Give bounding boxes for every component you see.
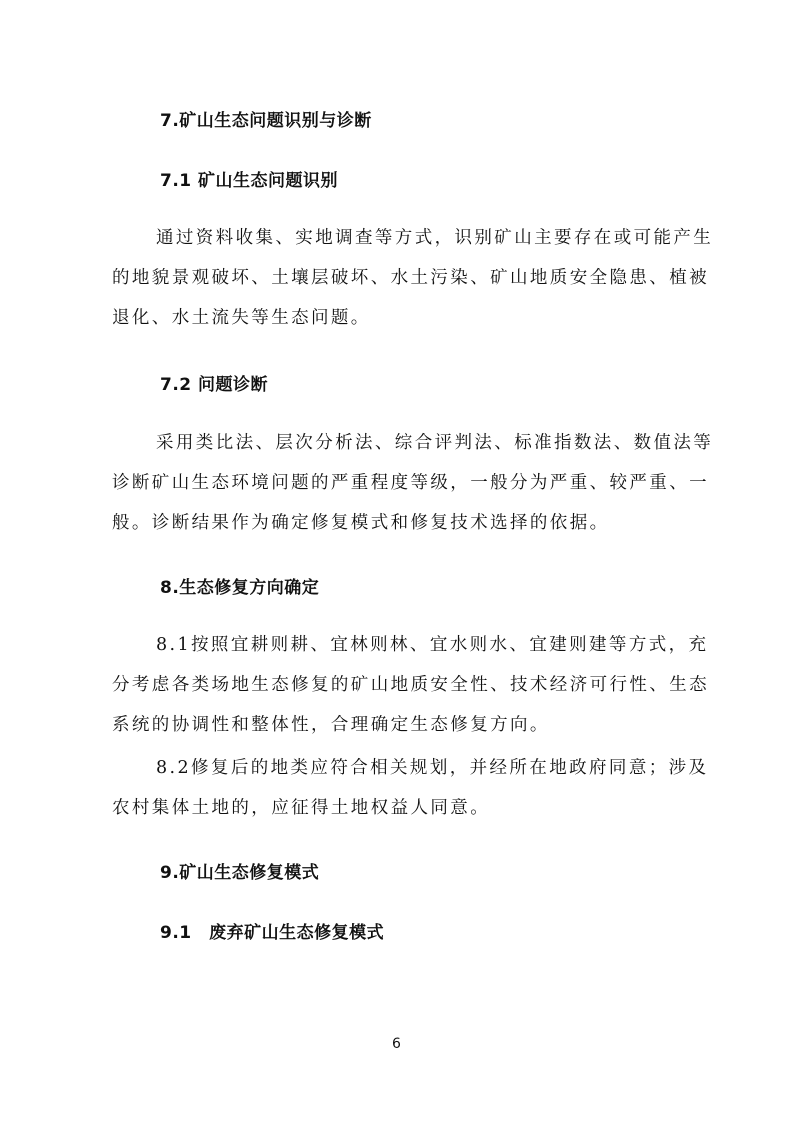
paragraph-8-1 [112, 625, 709, 745]
paragraph-7-1 [112, 218, 714, 338]
paragraph-line: 8.2修复后的地类应符合相关规划，并经所在地政府同意；涉及 [156, 758, 709, 778]
paragraph-7-2 [112, 423, 714, 543]
paragraph-line: 分考虑各类场地生态修复的矿山地质安全性、技术经济可行性、生态 [112, 675, 709, 695]
paragraph-line: 退化、水土流失等生态问题。 [112, 308, 371, 328]
paragraph-line: 般。诊断结果作为确定修复模式和修复技术选择的依据。 [112, 513, 610, 533]
page-number: 6 [392, 1036, 401, 1052]
heading-section-7: 7.矿山生态问题识别与诊断 [160, 111, 372, 131]
paragraph-line: 农村集体土地的，应征得土地权益人同意。 [112, 798, 491, 818]
paragraph-8-2 [112, 748, 709, 828]
heading-section-9: 9.矿山生态修复模式 [160, 863, 320, 883]
paragraph-line: 采用类比法、层次分析法、综合评判法、标准指数法、数值法等 [156, 433, 714, 453]
heading-section-9-1: 9.1 废弃矿山生态修复模式 [160, 923, 385, 943]
paragraph-line: 诊断矿山生态环境问题的严重程度等级，一般分为严重、较严重、一 [112, 473, 709, 493]
heading-section-8: 8.生态修复方向确定 [160, 578, 320, 598]
paragraph-line: 通过资料收集、实地调查等方式，识别矿山主要存在或可能产生 [156, 228, 714, 248]
paragraph-line: 系统的协调性和整体性，合理确定生态修复方向。 [112, 715, 550, 735]
heading-section-7-2: 7.2 问题诊断 [160, 375, 269, 395]
heading-section-7-1: 7.1 矿山生态问题识别 [160, 171, 339, 191]
paragraph-line: 的地貌景观破坏、土壤层破坏、水土污染、矿山地质安全隐患、植被 [112, 268, 709, 288]
paragraph-line: 8.1按照宜耕则耕、宜林则林、宜水则水、宜建则建等方式，充 [156, 635, 709, 655]
